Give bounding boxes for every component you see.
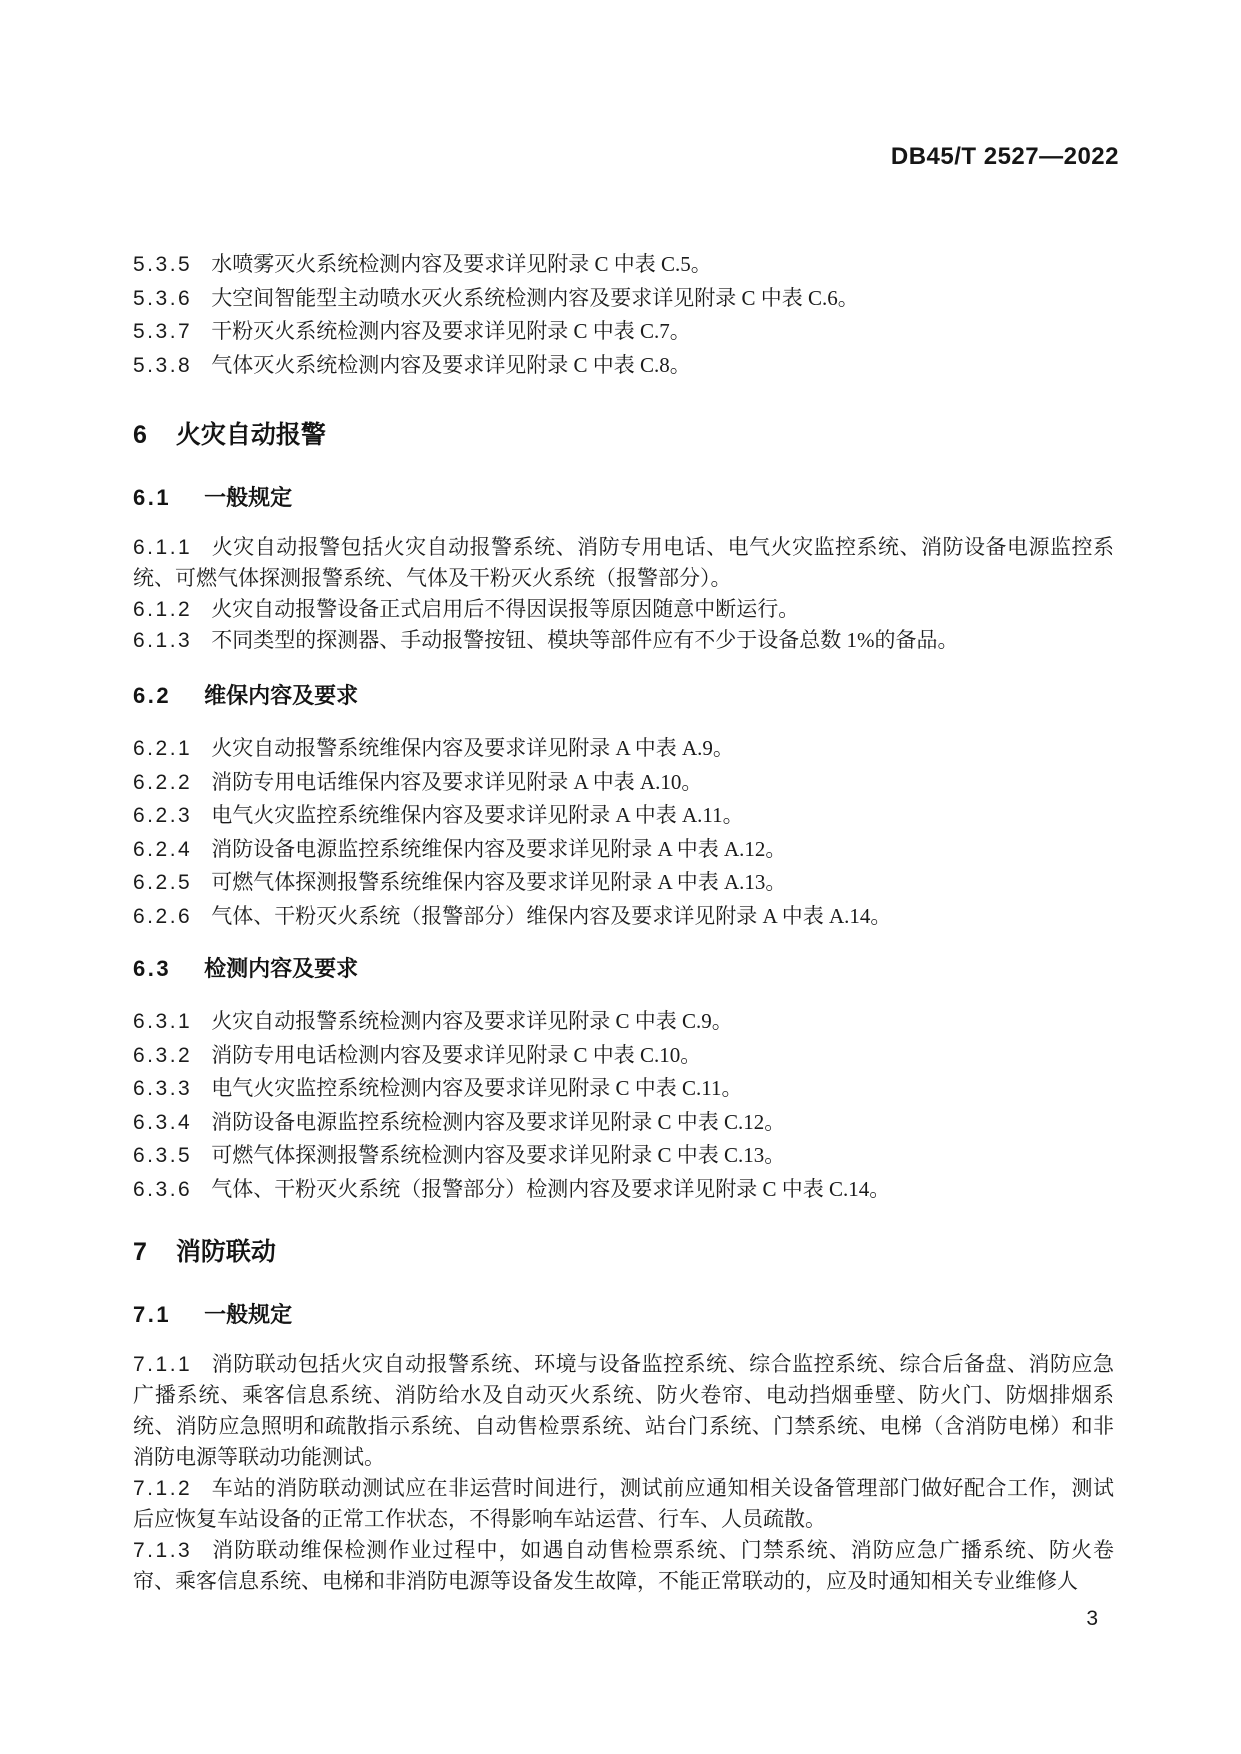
clause-6-3-2 <box>133 1039 1114 1073</box>
clause-5-3-6 <box>133 282 1114 316</box>
clause-text: 水喷雾灭火系统检测内容及要求详见附录 C 中表 C.5。 <box>211 252 712 276</box>
heading-title: 维保内容及要求 <box>204 683 359 708</box>
clause-number: 6.1.2 <box>133 598 193 621</box>
clause-number: 5.3.5 <box>133 253 193 276</box>
clause-text: 气体、干粉灭火系统（报警部分）维保内容及要求详见附录 A 中表 A.14。 <box>211 903 892 928</box>
clause-number: 6.1.3 <box>133 629 193 652</box>
standard-number: DB45/T 2527—2022 <box>890 143 1119 170</box>
heading-title: 一般规定 <box>204 485 293 510</box>
clause-number: 7.1.3 <box>133 1539 193 1562</box>
section-6-3-heading <box>133 955 1114 983</box>
clause-6-2-1 <box>133 732 1114 766</box>
clause-6-3-6 <box>133 1173 1114 1207</box>
heading-title: 检测内容及要求 <box>204 956 359 981</box>
clause-text: 消防设备电源监控系统检测内容及要求详见附录 C 中表 C.12。 <box>211 1109 786 1134</box>
clause-6-2-5 <box>133 866 1114 900</box>
clause-number: 6.2.6 <box>133 904 193 928</box>
clause-number: 6.2.1 <box>133 737 193 760</box>
clause-6-1-2 <box>133 594 1114 625</box>
clause-7-1-3 <box>133 1535 1114 1597</box>
clause-number: 6.2.5 <box>133 871 193 894</box>
clause-number: 6.3.6 <box>133 1177 193 1201</box>
clause-7-1-1 <box>133 1349 1114 1473</box>
clause-number: 6.3.4 <box>133 1110 193 1134</box>
clause-number: 5.3.7 <box>133 320 193 343</box>
clause-number: 6.2.2 <box>133 770 193 794</box>
clause-7-1-2 <box>133 1473 1114 1535</box>
section-7-1-clauses <box>133 1349 1114 1597</box>
clause-number: 6.3.2 <box>133 1043 193 1067</box>
clause-5-3-5 <box>133 248 1114 282</box>
clause-number: 6.2.4 <box>133 837 193 861</box>
clause-text: 火灾自动报警包括火灾自动报警系统、消防专用电话、电气火灾监控系统、消防设备电源监控系统、可燃气体探测报警系统、气体及干粉灭火系统（报警部分）。 <box>133 535 1114 590</box>
clause-6-2-3 <box>133 799 1114 833</box>
section-6-1-heading <box>133 484 1114 512</box>
heading-number: 7 <box>133 1238 149 1266</box>
clause-text: 大空间智能型主动喷水灭火系统检测内容及要求详见附录 C 中表 C.6。 <box>211 285 859 310</box>
clause-number: 7.1.2 <box>133 1477 193 1500</box>
clause-number: 6.2.3 <box>133 804 193 827</box>
heading-number: 7.1 <box>133 1302 172 1327</box>
section-5-3-clauses <box>133 248 1114 382</box>
clause-text: 火灾自动报警系统检测内容及要求详见附录 C 中表 C.9。 <box>211 1009 733 1033</box>
section-6-1-clauses <box>133 532 1114 656</box>
section-6-3-clauses <box>133 1005 1114 1206</box>
heading-title: 火灾自动报警 <box>175 421 326 449</box>
clause-6-3-3 <box>133 1072 1114 1106</box>
document-content <box>133 248 1114 1597</box>
section-6-heading <box>133 420 1114 450</box>
page-number: 3 <box>1086 1607 1098 1630</box>
clause-text: 火灾自动报警系统维保内容及要求详见附录 A 中表 A.9。 <box>211 736 734 760</box>
clause-number: 6.3.5 <box>133 1144 193 1167</box>
clause-text: 消防联动包括火灾自动报警系统、环境与设备监控系统、综合监控系统、综合后备盘、消防应急广播系统、乘客信息系统、消防给水及自动灭火系统、防火卷帘、电动挡烟垂壁、防火门、防烟排烟系统、消防应急照明和疏散指示系统、自动售检票系统、站台门系统、门禁系统、电梯（含消防电梯）和非消防电源等联动功能测试。 <box>133 1352 1114 1469</box>
clause-6-3-1 <box>133 1005 1114 1039</box>
clause-6-2-6 <box>133 900 1114 934</box>
clause-number: 6.3.3 <box>133 1077 193 1100</box>
clause-6-2-2 <box>133 766 1114 800</box>
clause-6-2-4 <box>133 833 1114 867</box>
clause-text: 消防设备电源监控系统维保内容及要求详见附录 A 中表 A.12。 <box>211 836 787 861</box>
heading-number: 6.2 <box>133 683 172 708</box>
clause-text: 气体、干粉灭火系统（报警部分）检测内容及要求详见附录 C 中表 C.14。 <box>211 1176 891 1201</box>
clause-number: 5.3.6 <box>133 286 193 310</box>
clause-6-3-5 <box>133 1139 1114 1173</box>
clause-text: 电气火灾监控系统维保内容及要求详见附录 A 中表 A.11。 <box>211 803 744 827</box>
clause-text: 可燃气体探测报警系统检测内容及要求详见附录 C 中表 C.13。 <box>211 1143 786 1167</box>
heading-number: 6 <box>133 421 149 449</box>
clause-text: 气体灭火系统检测内容及要求详见附录 C 中表 C.8。 <box>211 352 691 377</box>
heading-number: 6.3 <box>133 956 172 981</box>
heading-title: 消防联动 <box>175 1238 276 1266</box>
heading-title: 一般规定 <box>204 1302 293 1327</box>
section-6-2-clauses <box>133 732 1114 933</box>
clause-number: 6.1.1 <box>133 536 193 559</box>
clause-6-1-1 <box>133 532 1114 594</box>
clause-number: 6.3.1 <box>133 1010 193 1033</box>
clause-text: 消防专用电话维保内容及要求详见附录 A 中表 A.10。 <box>211 769 703 794</box>
clause-text: 不同类型的探测器、手动报警按钮、模块等部件应有不少于设备总数 1%的备品。 <box>211 628 959 652</box>
section-7-heading <box>133 1237 1114 1267</box>
clause-text: 电气火灾监控系统检测内容及要求详见附录 C 中表 C.11。 <box>211 1076 743 1100</box>
clause-text: 火灾自动报警设备正式启用后不得因误报等原因随意中断运行。 <box>211 597 800 621</box>
heading-number: 6.1 <box>133 485 172 510</box>
clause-text: 消防联动维保检测作业过程中，如遇自动售检票系统、门禁系统、消防应急广播系统、防火卷帘、乘客信息系统、电梯和非消防电源等设备发生故障，不能正常联动的，应及时通知相关专业维修人 <box>133 1538 1114 1593</box>
section-7-1-heading <box>133 1301 1114 1329</box>
section-6-2-heading <box>133 682 1114 710</box>
clause-text: 干粉灭火系统检测内容及要求详见附录 C 中表 C.7。 <box>211 319 691 343</box>
clause-text: 车站的消防联动测试应在非运营时间进行，测试前应通知相关设备管理部门做好配合工作，测试后应恢复车站设备的正常工作状态，不得影响车站运营、行车、人员疏散。 <box>133 1476 1114 1531</box>
clause-6-1-3 <box>133 625 1114 656</box>
clause-6-3-4 <box>133 1106 1114 1140</box>
clause-number: 7.1.1 <box>133 1353 193 1376</box>
clause-5-3-8 <box>133 349 1114 383</box>
clause-number: 5.3.8 <box>133 353 193 377</box>
clause-text: 消防专用电话检测内容及要求详见附录 C 中表 C.10。 <box>211 1042 702 1067</box>
clause-5-3-7 <box>133 315 1114 349</box>
clause-text: 可燃气体探测报警系统维保内容及要求详见附录 A 中表 A.13。 <box>211 870 787 894</box>
